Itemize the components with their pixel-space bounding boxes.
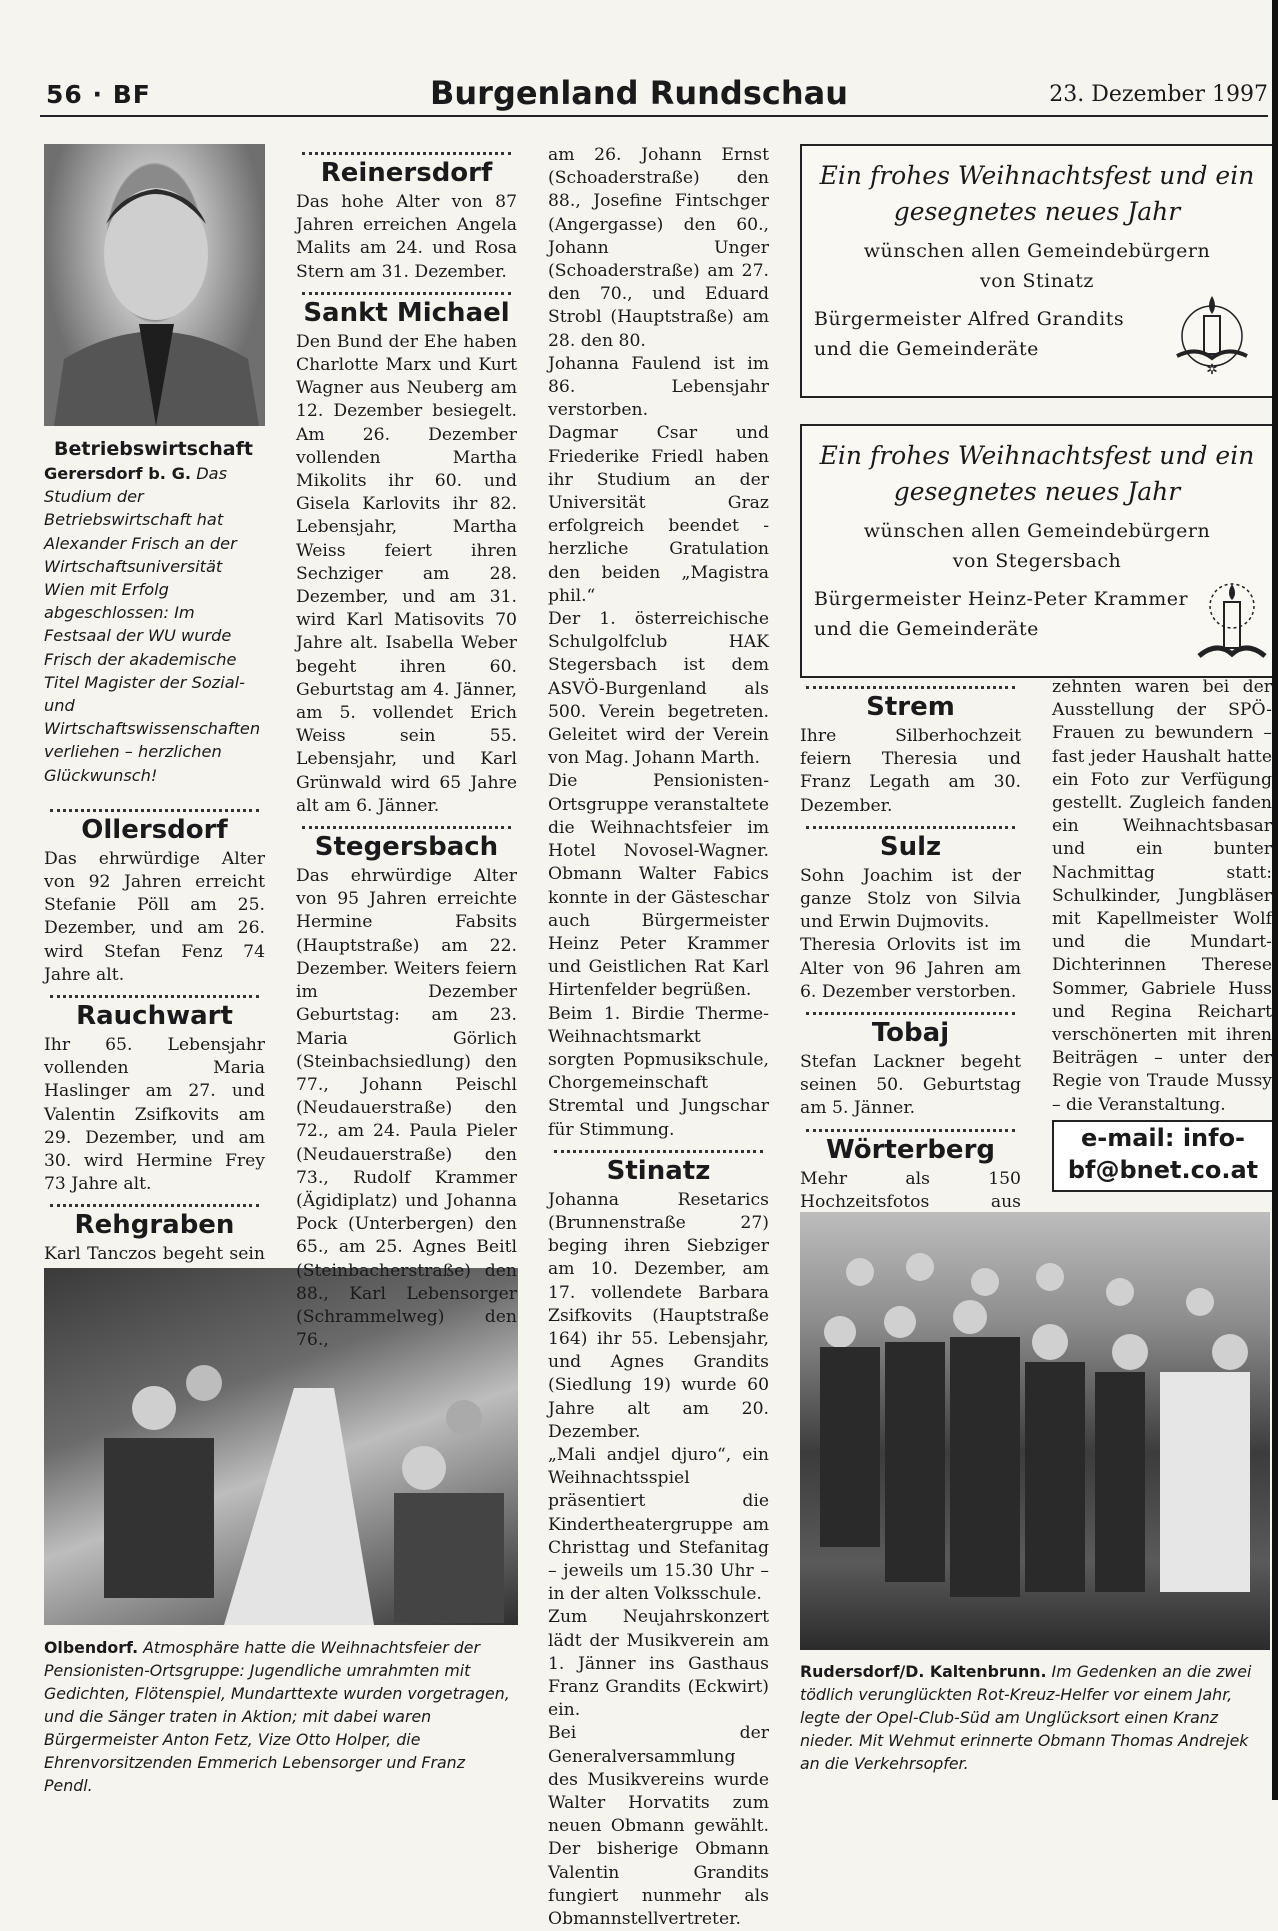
masthead-rule <box>40 115 1268 117</box>
heading-strem: Strem <box>866 692 955 722</box>
text-stegersbach: Das ehrwürdige Alter von 95 Jahren erreichte Hermine Fabsits (Hauptstraße) am 22. Dezember. Weiters feiern im Dezember Geburtstag: am 23. Maria Görlich (Steinbachsiedlung) den 77., Johann Peischl (Neudauerstraße) den 72., am 24. Paula Pieler (Neudauerstraße) den 73., Rudolf Krammer (Ägidiplatz) und Johanna Pock (Unterbergen) den 65., am 25. Agnes Beitl (Steinbacherstraße) den 88., Karl Lebensorger (Schrammelweg) den 76., <box>296 866 517 1351</box>
ad-line4: von Stegersbach <box>952 550 1122 572</box>
text-tobaj: Stefan Lackner begeht seinen 50. Geburtstag am 5. Jänner. <box>800 1052 1021 1119</box>
text-pensionisten: Die Pensionisten-Ortsgruppe veranstaltete die Weihnachtsfeier im Hotel Novosel-Wagner. Obmann Walter Fabics konnte in der Gästeschar auch Bürgermeister Heinz Peter Krammer und Geistlichen Rat Karl Hirtenfelder begrüßen. <box>548 771 770 1001</box>
heading-stinatz: Stinatz <box>606 1155 711 1186</box>
ad-line3: wünschen allen Gemeindebürgern <box>863 520 1211 542</box>
olbendorf-caption <box>44 1636 518 1797</box>
heading-sankt-michael: Sankt Michael <box>303 297 510 328</box>
divider <box>806 686 1015 689</box>
ad-stinatz <box>800 144 1274 398</box>
text-stinatz-4: Bei der Generalversammlung des Musikvereins wurde Walter Horvatits zum neuen Obmann gewählt. Der bisherige Obmann Valentin Grandits fungiert nunmehr als Obmannstellvertreter. <box>548 1723 769 1930</box>
candle-icon <box>1197 576 1267 666</box>
issue-date: 23. Dezember 1997 <box>1049 82 1268 107</box>
ad-line2: gesegnetes neues Jahr <box>893 197 1181 226</box>
text-schulgolfclub: Der 1. österreichische Schulgolfclub HAK Stegersbach ist dem ASVÖ-Burgenland als 500. Verein begetreten. Geleitet wird der Verein von Mag. Johann Marth. <box>548 609 769 769</box>
ad-line1: Ein frohes Weihnachtsfest und ein <box>819 161 1255 190</box>
text-woerterberg-cont: zehnten waren bei der Ausstellung der SPÖ-Frauen zu bewundern – fast jeder Haushalt hatte ein Foto zur Verfügung gestellt. Zugleich fanden ein Weihnachtsbasar und ein bunter Nachmittag statt: Schulkinder, Jungbläser mit Kapellmeister Wolf und die Mundart-Dichterinnen Therese Sommer, Gabriele Huss und Regina Reichart verschönerten mit ihren Beiträgen – unter der Regie von Traude Mussy – die Veranstaltung. <box>1052 677 1272 1115</box>
olbendorf-text: Atmosphäre hatte die Weihnachtsfeier der Pensionisten-Ortsgruppe: Jugendliche umrahmten mit Gedichten, Flötenspiel, Mundarttexte wurden vorgetragen, und die Sänger traten in Aktion; mit dabei waren Bürgermeister Anton Fetz, Vize Otto Holper, die Ehrenvorsitzenden Emmerich Lebensorger und Franz Pendl. <box>44 1638 510 1795</box>
heading-sulz: Sulz <box>879 831 942 862</box>
olbendorf-place: Olbendorf. <box>44 1638 139 1657</box>
ad-signature: Bürgermeister Heinz-Peter Krammer <box>814 588 1189 610</box>
text-stinatz-1: Johanna Resetarics (Brunnenstraße 27) beging ihren Siebziger am 10. Dezember, am 17. vollendete Barbara Zsifkovits (Hauptstraße 164) ihr 55. Lebensjahr, und Agnes Grandits (Siedlung 19) wurde 60 Jahre alt am 20. Dezember. <box>548 1189 769 1442</box>
text-stegersbach-cont: am 26. Johann Ernst (Schoaderstraße) den 88., Josefine Fintschger (Angergasse) den 60., Johann Unger (Schoaderstraße) am 27. den 70., und Eduard Strobl (Hauptstraße) am 28. den 80. <box>548 145 769 351</box>
portrait-photo <box>44 144 265 426</box>
column-2 <box>296 144 517 1352</box>
email-line-2: bf@bnet.co.at <box>1067 1156 1259 1184</box>
heading-tobaj: Tobaj <box>871 1018 950 1049</box>
ad-signature-2: und die Gemeinderäte <box>814 338 1039 360</box>
page-label: 56 · BF <box>46 80 151 109</box>
rudersdorf-caption <box>800 1660 1270 1775</box>
text-woerterberg: Mehr als 150 Hochzeitsfotos aus <box>800 1168 1021 1212</box>
divider <box>302 292 511 295</box>
divider <box>302 826 511 829</box>
heading-reinersdorf: Reinersdorf <box>320 158 493 188</box>
text-csar-friedl: Dagmar Csar und Friederike Friedl haben ihr Studium an der Universität Graz erfolgreich beendet - herzliche Gratulation den beiden „Magistra phil.“ <box>548 423 769 606</box>
column-3 <box>548 144 769 1931</box>
text-stinatz-3: Zum Neujahrskonzert lädt der Musikverein am 1. Jänner ins Gasthaus Franz Grandits (Eckwirt) ein. <box>548 1607 769 1721</box>
ad-line3: wünschen allen Gemeindebürgern <box>863 240 1211 262</box>
text-sulz-2: Theresia Orlovits ist im Alter von 96 Jahren am 6. Dezember verstorben. <box>800 935 1021 1002</box>
portrait-text: Das Studium der Betriebswirtschaft hat Alexander Frisch an der Wirtschaftsuniversität Wien mit Erfolg abgeschlossen: Im Festsaal der WU wurde Frisch der akademische Titel Magister der Sozial- und Wirtschaftswissenschaften verliehen – herzlichen Glückwunsch! <box>44 464 261 785</box>
text-rauchwart: Ihr 65. Lebensjahr vollenden Maria Haslinger am 27. und Valentin Zsifkovits am 29. Dezember, und am 30. wird Hermine Frey 73 Jahre alt. <box>44 1035 265 1195</box>
text-sulz-1: Sohn Joachim ist der ganze Stolz von Silvia und Erwin Dujmovits. <box>800 865 1021 933</box>
divider <box>806 826 1015 829</box>
ad-line4: von Stinatz <box>980 270 1094 292</box>
column-5 <box>1052 676 1272 1117</box>
divider <box>302 152 511 155</box>
divider <box>806 1012 1015 1015</box>
heading-ollersdorf: Ollersdorf <box>81 814 228 845</box>
column-1 <box>44 436 265 1313</box>
portrait-headline: Betriebswirtschaft <box>54 438 253 460</box>
rudersdorf-photo <box>800 1212 1270 1650</box>
heading-stegersbach: Stegersbach <box>314 832 499 863</box>
text-ollersdorf: Das ehrwürdige Alter von 92 Jahren erreicht Stefanie Pöll am 25. Dezember, und am 26. wird Stefan Fenz 74 Jahre alt. <box>44 848 265 985</box>
divider <box>554 1150 763 1153</box>
rudersdorf-place: Rudersdorf/D. Kaltenbrunn. <box>800 1662 1047 1681</box>
ad-signature-2: und die Gemeinderäte <box>814 618 1039 640</box>
text-strem: Ihre Silberhochzeit feiern Theresia und Franz Legath am 30. Dezember. <box>800 726 1021 816</box>
text-rehgraben: Karl Tanczos begeht sein <box>44 1244 265 1265</box>
newspaper-title: Burgenland Rundschau <box>429 74 848 112</box>
portrait-caption <box>44 462 265 787</box>
text-faulend: Johanna Faulend ist im 86. Lebensjahr verstorben. <box>548 353 769 421</box>
ad-line2: gesegnetes neues Jahr <box>893 477 1181 506</box>
heading-woerterberg: Wörterberg <box>826 1134 995 1165</box>
candle-icon <box>1172 286 1252 376</box>
heading-rehgraben: Rehgraben <box>74 1210 235 1241</box>
text-birdie: Beim 1. Birdie Therme-Weihnachtsmarkt sorgten Popmusikschule, Chorgemeinschaft Stremtal und Jungschar für Stimmung. <box>548 1003 769 1140</box>
svg-text:✲: ✲ <box>1206 362 1218 376</box>
portrait-place: Gerersdorf b. G. <box>44 464 192 483</box>
ad-signature: Bürgermeister Alfred Grandits <box>814 308 1125 330</box>
page-edge-shadow <box>1272 0 1278 1800</box>
portrait-illustration <box>44 144 265 426</box>
divider <box>50 995 259 998</box>
text-stinatz-2: „Mali andjel djuro“, ein Weihnachtsspiel präsentiert die Kindertheatergruppe am Christtag und Stefanitag – jeweils um 15.30 Uhr – in der alten Volksschule. <box>548 1444 769 1605</box>
text-sankt-michael: Den Bund der Ehe haben Charlotte Marx und Kurt Wagner aus Neuberg am 12. Dezember besiegelt. Am 26. Dezember vollenden Martha Mikolits ihr 60. und Gisela Karlovits ihr 82. Lebensjahr, Martha Weiss feiert ihren Sechziger am 28. Dezember, und am 31. wird Karl Matisovits 70 Jahre alt. Isabella Weber begeht ihren 60. Geburtstag am 4. Jänner, am 5. vollendet Erich Weiss sein 55. Lebensjahr, und Karl Grünwald wird 65 Jahre alt am 6. Jänner. <box>296 331 517 816</box>
rudersdorf-text: Im Gedenken an die zwei tödlich verunglückten Rot-Kreuz-Helfer vor einem Jahr, legte der Opel-Club-Süd am Unglücksort einen Kranz nieder. Mit Wehmut erinnerte Obmann Thomas Andrejek an die Verkehrsopfer. <box>800 1662 1252 1773</box>
ad-line1: Ein frohes Weihnachtsfest und ein <box>819 441 1255 470</box>
email-box <box>1052 1120 1274 1192</box>
heading-rauchwart: Rauchwart <box>76 1001 233 1032</box>
email-line-1: e-mail: info- <box>1080 1124 1246 1152</box>
column-4 <box>800 676 1021 1237</box>
group-illustration <box>800 1212 1270 1650</box>
divider <box>806 1129 1015 1132</box>
divider <box>50 1204 259 1207</box>
text-reinersdorf: Das hohe Alter von 87 Jahren erreichen Angela Malits am 24. und Rosa Stern am 31. Dezember. <box>296 192 517 282</box>
ad-stegersbach <box>800 424 1274 678</box>
divider <box>50 809 259 812</box>
